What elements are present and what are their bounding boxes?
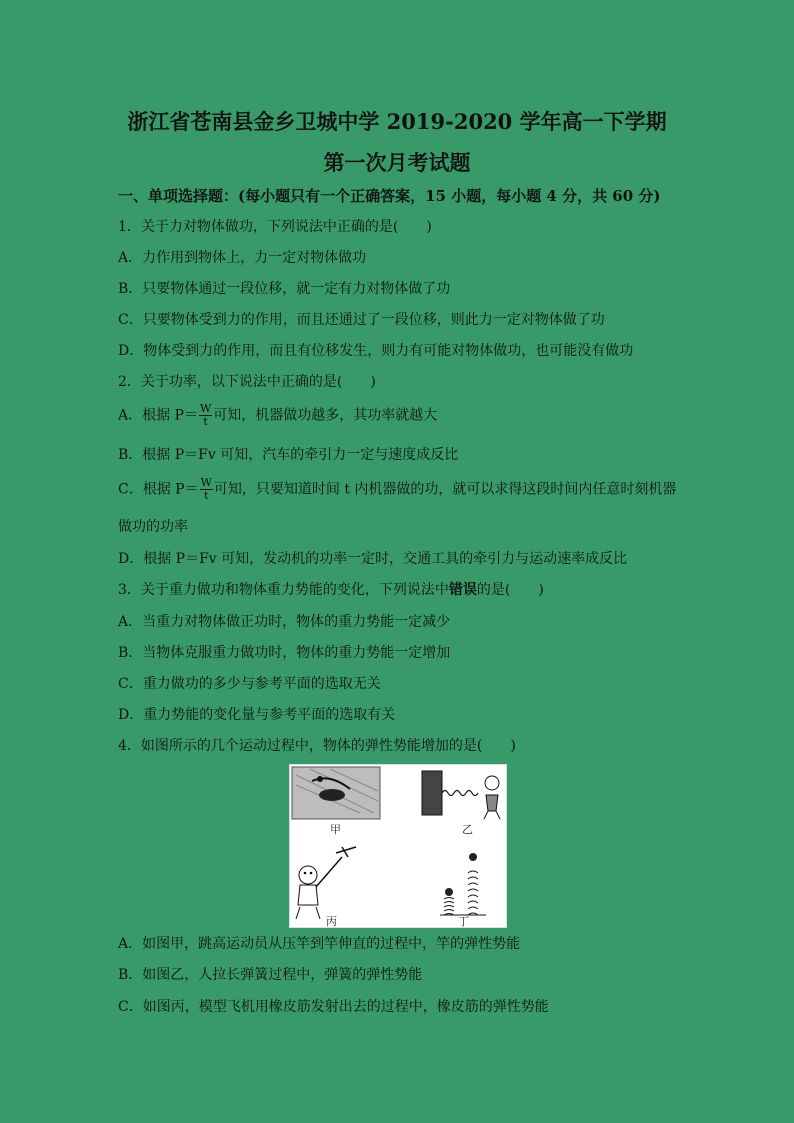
q2-c-denominator: t [204, 489, 209, 502]
q4-stem: 4．如图所示的几个运动过程中，物体的弹性势能增加的是( ) [118, 738, 516, 754]
q3-option-d: D．重力势能的变化量与参考平面的选取有关 [118, 707, 396, 723]
page-subtitle: 第一次月考试题 [323, 150, 471, 175]
q4-option-c: C．如图丙，模型飞机用橡皮筋发射出去的过程中，橡皮筋的弹性势能 [118, 999, 549, 1015]
q2-option-c [118, 477, 676, 502]
fig-caption-bing: 丙 [326, 915, 337, 928]
springs-illustration [440, 853, 486, 915]
fig-caption-yi: 乙 [462, 823, 473, 836]
q3-stem [118, 581, 544, 599]
q3-stem-prefix: 3．关于重力做功和物体重力势能的变化，下列说法中 [118, 582, 449, 598]
q2-option-b: B．根据 P＝Fv 可知，汽车的牵引力一定与速度成反比 [118, 447, 459, 463]
spring-pull-illustration [422, 771, 500, 819]
q4-figure-drawing [290, 765, 506, 927]
fig-caption-jia: 甲 [330, 823, 341, 836]
q2-a-denominator: t [203, 415, 208, 428]
q1-option-c: C．只要物体受到力的作用，而且还通过了一段位移，则此力一定对物体做了功 [118, 312, 605, 328]
fig-caption-ding: 丁 [458, 915, 469, 928]
q1-option-a: A．力作用到物体上，力一定对物体做功 [118, 250, 367, 266]
q2-option-c-continued: 做功的功率 [118, 519, 188, 535]
q1-stem: 1．关于力对物体做功，下列说法中正确的是( ) [118, 219, 432, 235]
q2-a-suffix: 可知，机器做功越多，其功率就越大 [213, 407, 438, 424]
page-title: 浙江省苍南县金乡卫城中学 2019-2020 学年高一下学期 [127, 109, 667, 134]
q2-c-numerator: W [200, 476, 212, 489]
q3-stem-emphasis: 错误 [448, 582, 477, 598]
q4-figure [289, 764, 507, 928]
q3-stem-suffix: 的是( ) [476, 582, 544, 598]
q2-a-numerator: W [199, 402, 212, 415]
q3-option-b: B．当物体克服重力做功时，物体的重力势能一定增加 [118, 645, 451, 661]
q2-option-d: D．根据 P＝Fv 可知，发动机的功率一定时，交通工具的牵引力与运动速率成反比 [118, 551, 628, 567]
q2-c-prefix: C．根据 P＝ [118, 481, 199, 498]
q2-c-fraction [200, 477, 213, 502]
q4-option-b: B．如图乙，人拉长弹簧过程中，弹簧的弹性势能 [118, 967, 423, 983]
q3-option-a: A．当重力对物体做正功时，物体的重力势能一定减少 [118, 614, 451, 630]
q2-a-prefix: A．根据 P＝ [118, 407, 198, 424]
pole-vault-illustration [292, 767, 380, 819]
section-heading: 一、单项选择题：(每小题只有一个正确答案，15 小题，每小题 4 分，共 60 分) [118, 187, 661, 205]
model-plane-illustration [296, 847, 356, 919]
q2-c-suffix: 可知，只要知道时间 t 内机器做的功，就可以求得这段时间内任意时刻机器 [213, 481, 677, 498]
q3-option-c: C．重力做功的多少与参考平面的选取无关 [118, 676, 381, 692]
q2-option-a [118, 403, 437, 428]
q2-stem: 2．关于功率，以下说法中正确的是( ) [118, 374, 376, 390]
q4-option-a: A．如图甲，跳高运动员从压竿到竿伸直的过程中，竿的弹性势能 [118, 936, 521, 952]
q2-a-fraction [199, 403, 212, 428]
q1-option-d: D．物体受到力的作用，而且有位移发生，则力有可能对物体做功，也可能没有做功 [118, 343, 634, 359]
q1-option-b: B．只要物体通过一段位移，就一定有力对物体做了功 [118, 281, 451, 297]
